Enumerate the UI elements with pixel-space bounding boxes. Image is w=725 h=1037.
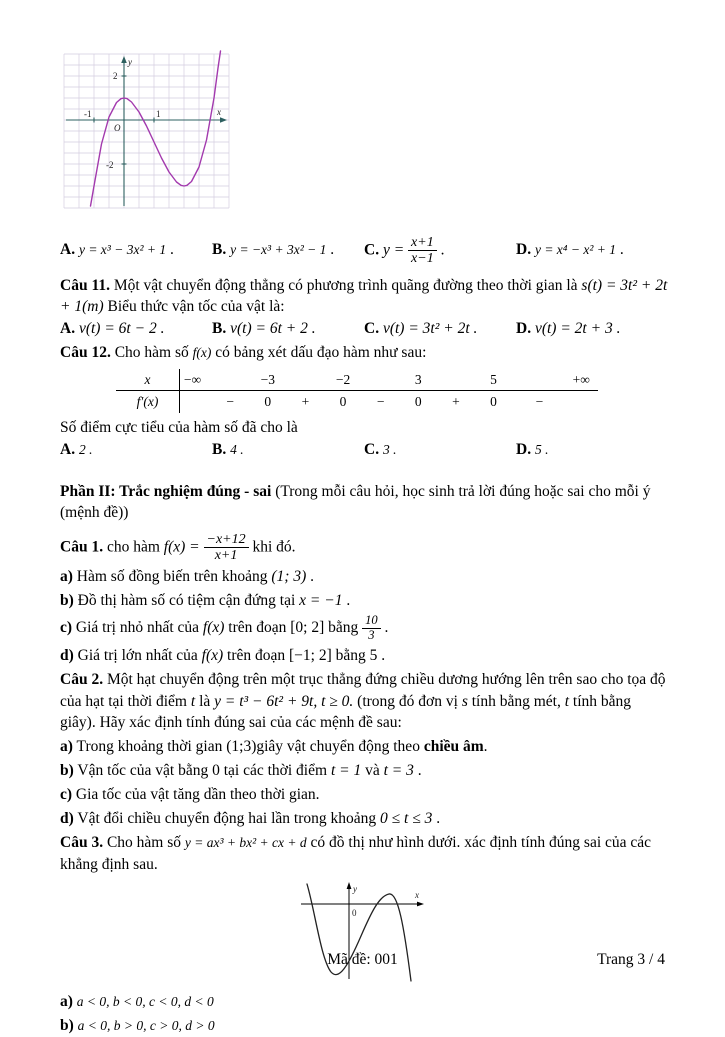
x-value: 3 bbox=[414, 372, 422, 388]
cubic-curve bbox=[91, 51, 221, 206]
question-label: Câu 11. bbox=[60, 276, 110, 294]
question-text: Một vật chuyển động thẳng có phương trình quãng đường theo thời gian là bbox=[113, 276, 578, 294]
q3-graph-figure bbox=[299, 881, 429, 987]
q12-option-c bbox=[364, 441, 516, 459]
p2q1-statement-d bbox=[60, 645, 668, 667]
q12-option-a bbox=[60, 441, 212, 459]
x-value: 5 bbox=[490, 372, 497, 388]
question-label: Câu 1. bbox=[60, 538, 104, 556]
option-label: B. bbox=[212, 241, 227, 259]
fx-symbol: f(x) bbox=[192, 344, 212, 360]
sign: 0 bbox=[414, 394, 422, 410]
q11-option-b bbox=[212, 320, 364, 338]
question-label: Câu 2. bbox=[60, 671, 104, 689]
x-value: −3 bbox=[260, 372, 275, 388]
question-label: Câu 12. bbox=[60, 343, 111, 361]
period: . bbox=[384, 618, 389, 636]
sign: 0 bbox=[264, 394, 272, 410]
x-value: +∞ bbox=[572, 372, 590, 388]
fraction-denominator: x−1 bbox=[411, 251, 434, 267]
option-value: 5 . bbox=[534, 441, 549, 457]
question-formula: y = ax³ + bx² + cx + d bbox=[184, 835, 307, 851]
fx-symbol: f(x) bbox=[202, 618, 225, 636]
question-text: cho hàm bbox=[106, 538, 160, 556]
question-text: khi đó. bbox=[252, 538, 296, 556]
sign-table-fprime-row bbox=[116, 391, 598, 413]
fraction-numerator: −x+12 bbox=[204, 532, 249, 548]
p2q1-statement-b bbox=[60, 590, 668, 612]
period: . bbox=[310, 568, 314, 586]
origin-label: 0 bbox=[352, 908, 357, 919]
y-axis-label: y bbox=[353, 884, 357, 895]
fx-symbol: f(x) bbox=[201, 647, 224, 665]
statement-text: Đồ thị hàm số có tiệm cận đứng tại bbox=[77, 592, 296, 610]
fraction-numerator: x+1 bbox=[408, 235, 437, 251]
p2q2-statement-d bbox=[60, 808, 668, 830]
q10-option-b bbox=[212, 241, 364, 259]
sign: 0 bbox=[490, 394, 497, 410]
question-11-text bbox=[60, 275, 668, 318]
y-axis-label: y bbox=[128, 57, 132, 67]
question-text: là bbox=[199, 692, 211, 710]
statement-math: t = 1 bbox=[330, 762, 362, 780]
p2q2-statement-b bbox=[60, 760, 668, 782]
statement-text: và bbox=[365, 762, 380, 780]
statement-math: t = 3 bbox=[383, 762, 414, 780]
option-label: A. bbox=[60, 241, 76, 259]
option-formula: y = x³ − 3x² + 1 bbox=[78, 242, 167, 258]
p2q1-statement-a bbox=[60, 566, 668, 588]
statement-label: d) bbox=[60, 647, 74, 665]
statement-label: c) bbox=[60, 786, 73, 804]
x-axis-label: x bbox=[415, 890, 419, 901]
fx-prefix: f(x) = bbox=[163, 538, 200, 556]
statement-label: c) bbox=[60, 618, 73, 636]
question-label: Câu 3. bbox=[60, 834, 104, 852]
option-label: A. bbox=[60, 440, 76, 458]
fraction bbox=[204, 532, 249, 564]
option-label: C. bbox=[364, 319, 380, 337]
statement-text: Trong khoảng thời gian (1;3)giây vật chuyển động theo bbox=[76, 738, 420, 756]
p2q1-statement-c bbox=[60, 614, 668, 643]
statement-label: a) bbox=[60, 993, 73, 1011]
fraction bbox=[362, 614, 381, 643]
sign: + bbox=[301, 394, 310, 410]
option-label: B. bbox=[212, 440, 227, 458]
statement-math: x = −1 bbox=[299, 592, 343, 610]
option-formula: v(t) = 6t + 2 . bbox=[230, 319, 316, 337]
q11-option-c bbox=[364, 320, 516, 338]
p2q3-statement-a bbox=[60, 991, 668, 1013]
period: . bbox=[417, 762, 422, 780]
fraction-denominator: 3 bbox=[368, 627, 375, 642]
origin-label: O bbox=[114, 123, 121, 133]
option-label: C. bbox=[364, 440, 380, 458]
statement-formula: a < 0, b > 0, c > 0, d > 0 bbox=[77, 1018, 215, 1034]
option-formula: v(t) = 3t² + 2t . bbox=[382, 319, 478, 337]
statement-label: a) bbox=[60, 738, 73, 756]
option-value: 2 . bbox=[78, 441, 93, 457]
part2-title: Phần II: Trắc nghiệm đúng - sai bbox=[60, 482, 272, 500]
p2q2-statement-c bbox=[60, 784, 668, 806]
sign-table-x-row bbox=[116, 369, 598, 391]
math-var: t bbox=[564, 692, 570, 710]
statement-text: trên đoạn [−1; 2] bằng 5 . bbox=[227, 647, 386, 665]
question-text: có bảng xét dấu đạo hàm như sau: bbox=[215, 343, 427, 361]
x-axis-label: x bbox=[217, 107, 221, 117]
statement-text: Hàm số đồng biến trên khoảng bbox=[76, 568, 268, 586]
cubic-function-graph bbox=[64, 54, 229, 209]
statement-label: b) bbox=[60, 1017, 74, 1035]
page-number: Trang 3 / 4 bbox=[597, 951, 665, 968]
y-tick-2-label: 2 bbox=[113, 71, 118, 81]
q11-option-d bbox=[516, 320, 668, 338]
statement-text: Vật đổi chiều chuyển động hai lần trong khoảng bbox=[77, 810, 377, 828]
sign: − bbox=[376, 394, 385, 410]
question-formula: s(t) = 3t² + 2t + 1(m) bbox=[60, 276, 668, 316]
y-tick-neg2-label: -2 bbox=[106, 160, 114, 170]
statement-math: 0 ≤ t ≤ 3 bbox=[380, 810, 433, 828]
statement-text: Giá trị lớn nhất của bbox=[77, 647, 198, 665]
sign: − bbox=[535, 394, 544, 410]
sign-table-x-values bbox=[180, 369, 598, 390]
statement-label: a) bbox=[60, 568, 73, 586]
period: . bbox=[483, 738, 488, 756]
sign: 0 bbox=[339, 394, 347, 410]
q12-option-d bbox=[516, 441, 668, 459]
part2-subtitle: (Trong mỗi câu hỏi, học sinh trả lời đúng hoặc sai cho mỗi ý (mệnh đề)) bbox=[60, 482, 651, 522]
sign: + bbox=[452, 394, 460, 410]
sign-table-signs bbox=[180, 391, 598, 413]
q12-options bbox=[60, 441, 668, 459]
period: . bbox=[330, 241, 335, 259]
option-label: B. bbox=[212, 319, 227, 337]
q10-option-d bbox=[516, 241, 668, 259]
option-value: 4 . bbox=[230, 441, 244, 457]
p2q1-text bbox=[60, 532, 668, 564]
question-text: (trong đó đơn vị bbox=[357, 692, 458, 710]
option-formula: v(t) = 6t − 2 . bbox=[78, 319, 165, 337]
q11-options bbox=[60, 320, 668, 338]
q10-option-c bbox=[364, 235, 516, 267]
option-formula-prefix: y = bbox=[382, 241, 405, 259]
q11-option-a bbox=[60, 320, 212, 338]
q12-option-b bbox=[212, 441, 364, 459]
option-label: D. bbox=[516, 241, 532, 259]
question-text: Biểu thức vận tốc của vật là: bbox=[107, 298, 285, 316]
q10-options bbox=[60, 235, 668, 267]
x-tick-neg1-label: -1 bbox=[84, 109, 92, 119]
math-var: t bbox=[190, 692, 196, 710]
question-text: tính bằng giây). Hãy xác định tính đúng sai của các mệnh đề sau: bbox=[60, 692, 632, 732]
x-value: −∞ bbox=[183, 372, 202, 388]
y-axis-arrow-icon bbox=[121, 56, 127, 63]
option-formula: v(t) = 2t + 3 . bbox=[534, 319, 621, 337]
question-text: có đồ thị như hình dưới. xác định tính đúng sai của các khẳng định sau. bbox=[60, 834, 652, 873]
sign: − bbox=[226, 394, 234, 410]
y-axis-arrow-icon bbox=[347, 882, 352, 889]
period: . bbox=[436, 810, 441, 828]
option-formula: y = x⁴ − x² + 1 bbox=[534, 242, 616, 258]
question-text: Cho hàm số bbox=[114, 343, 189, 361]
statement-formula: a < 0, b < 0, c < 0, d < 0 bbox=[76, 994, 214, 1010]
statement-label: b) bbox=[60, 762, 74, 780]
statement-text: trên đoạn [0; 2] bằng bbox=[228, 618, 359, 636]
q12-question-line: Số điểm cực tiểu của hàm số đã cho là bbox=[60, 419, 298, 437]
period: . bbox=[169, 241, 174, 259]
fraction-numerator: 10 bbox=[362, 614, 381, 629]
q10-graph-figure bbox=[64, 54, 229, 209]
grid-lines bbox=[64, 54, 229, 208]
period: . bbox=[440, 241, 445, 259]
question-12-text bbox=[60, 342, 668, 364]
statement-text: Giá trị nhỏ nhất của bbox=[75, 618, 200, 636]
statement-bold: chiều âm bbox=[423, 738, 484, 756]
x-axis-arrow-icon bbox=[417, 902, 424, 907]
sign-table-x-label: x bbox=[116, 369, 180, 390]
statement-label: d) bbox=[60, 810, 74, 828]
p2q2-text bbox=[60, 669, 668, 734]
p2q3-text bbox=[60, 832, 668, 875]
x-value: −2 bbox=[335, 372, 351, 388]
sign-table bbox=[116, 369, 598, 413]
period: . bbox=[619, 241, 624, 259]
sign-table-fprime-label: f′(x) bbox=[116, 391, 180, 413]
q10-option-a bbox=[60, 241, 212, 259]
math-var: s bbox=[461, 692, 468, 710]
option-label: C. bbox=[364, 241, 380, 259]
p2q2-statement-a bbox=[60, 736, 668, 758]
page-footer bbox=[60, 951, 665, 969]
statement-math: (1; 3) bbox=[271, 568, 307, 586]
option-label: A. bbox=[60, 319, 76, 337]
option-value: 3 . bbox=[382, 441, 397, 457]
question-text: Cho hàm số bbox=[106, 834, 182, 852]
x-axis-arrow-icon bbox=[220, 117, 227, 123]
period: . bbox=[346, 592, 351, 610]
statement-text: Vận tốc của vật bằng 0 tại các thời điểm bbox=[77, 762, 328, 780]
x-tick-1-label: 1 bbox=[156, 109, 161, 119]
part2-header bbox=[60, 481, 668, 524]
statement-text: Gia tốc của vật tăng dần theo thời gian. bbox=[75, 786, 320, 804]
option-formula: y = −x³ + 3x² − 1 bbox=[230, 242, 327, 258]
cubic-graph-small bbox=[299, 881, 429, 987]
math-formula: y = t³ − 6t² + 9t, t ≥ 0. bbox=[214, 692, 354, 710]
option-label: D. bbox=[516, 440, 532, 458]
exam-code: Mã đề: 001 bbox=[327, 951, 398, 968]
question-text: tính bằng mét, bbox=[471, 692, 561, 710]
p2q3-statement-b bbox=[60, 1015, 668, 1037]
option-label: D. bbox=[516, 319, 532, 337]
statement-label: b) bbox=[60, 592, 74, 610]
fraction-denominator: x+1 bbox=[214, 548, 238, 564]
fraction bbox=[408, 235, 437, 267]
question-text: Một hạt chuyển động trên một trục thẳng đứng chiều dương hướng lên trên sao cho tọa độ của hạt tại thời điểm bbox=[60, 671, 666, 710]
